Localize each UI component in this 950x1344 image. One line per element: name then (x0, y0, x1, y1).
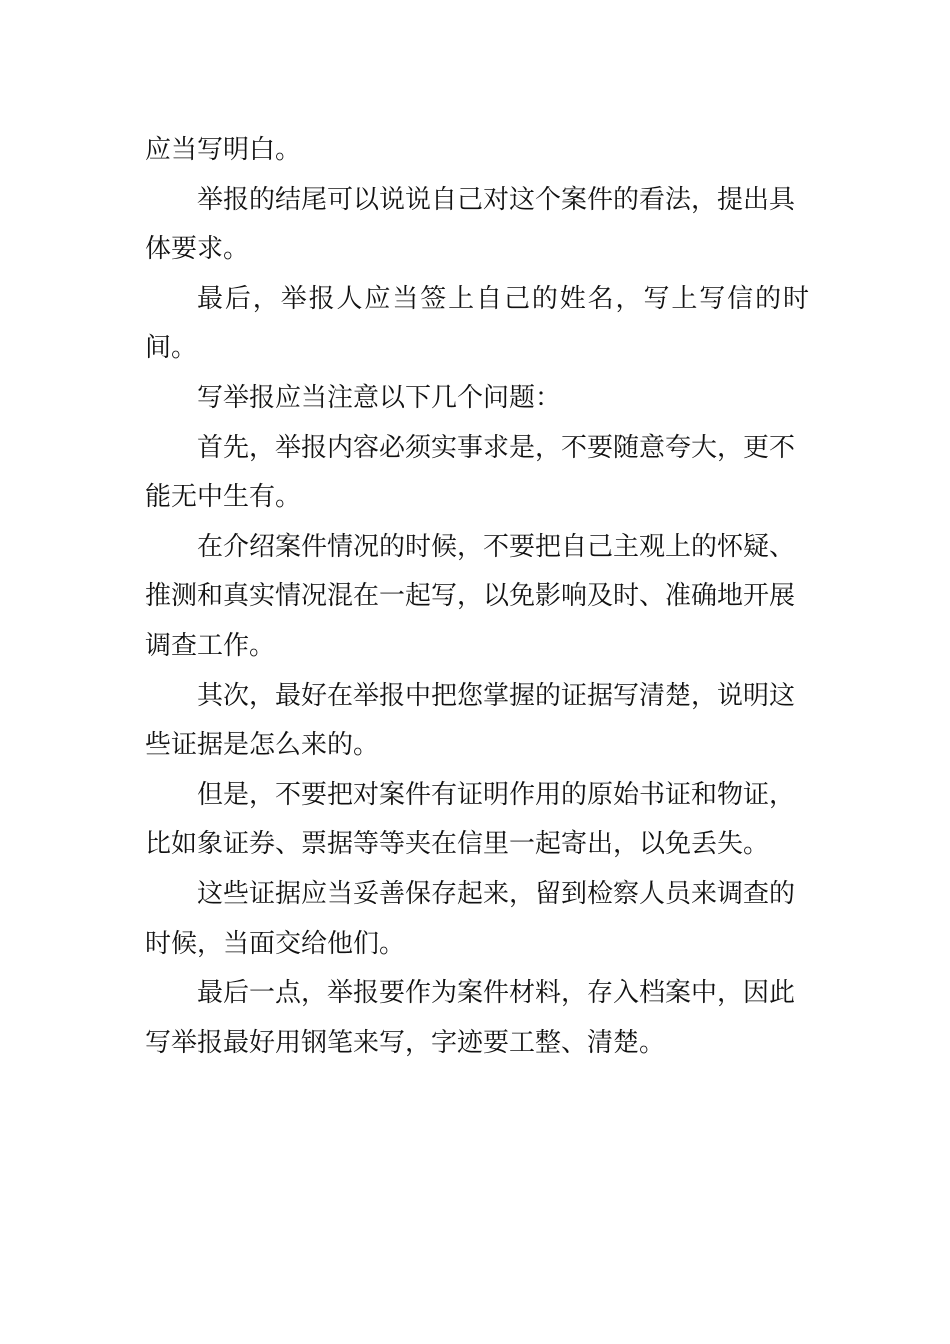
paragraph-1: 应当写明白。 (145, 135, 302, 165)
paragraph-5: 首先，举报内容必须实事求是，不要随意夸大，更不 能无中生有。 (145, 432, 796, 513)
paragraph-9: 这些证据应当妥善保存起来，留到检察人员来调查的 时候，当面交给他们。 (145, 878, 796, 959)
paragraph-7: 其次，最好在举报中把您掌握的证据写清楚，说明这 些证据是怎么来的。 (145, 680, 796, 761)
paragraph-6: 在介绍案件情况的时候，不要把自己主观上的怀疑、 推测和真实情况混在一起写，以免影响及时、准确地开展 调查工作。 (145, 531, 796, 661)
paragraph-8: 但是，不要把对案件有证明作用的原始书证和物证， 比如象证券、票据等等夹在信里一起寄出，以免丢失。 (145, 779, 796, 860)
paragraph-4: 写举报应当注意以下几个问题： (197, 382, 562, 413)
paragraph-3: 最后，举报人应当签上自己的姓名，写上写信的时间。 (145, 283, 809, 364)
paragraph-10: 最后一点，举报要作为案件材料，存入档案中，因此 写举报最好用钢笔来写，字迹要工整、清楚。 (145, 978, 796, 1058)
document-body (145, 126, 809, 1068)
paragraph-2: 举报的结尾可以说说自己对这个案件的看法，提出具 体要求。 (145, 184, 796, 265)
